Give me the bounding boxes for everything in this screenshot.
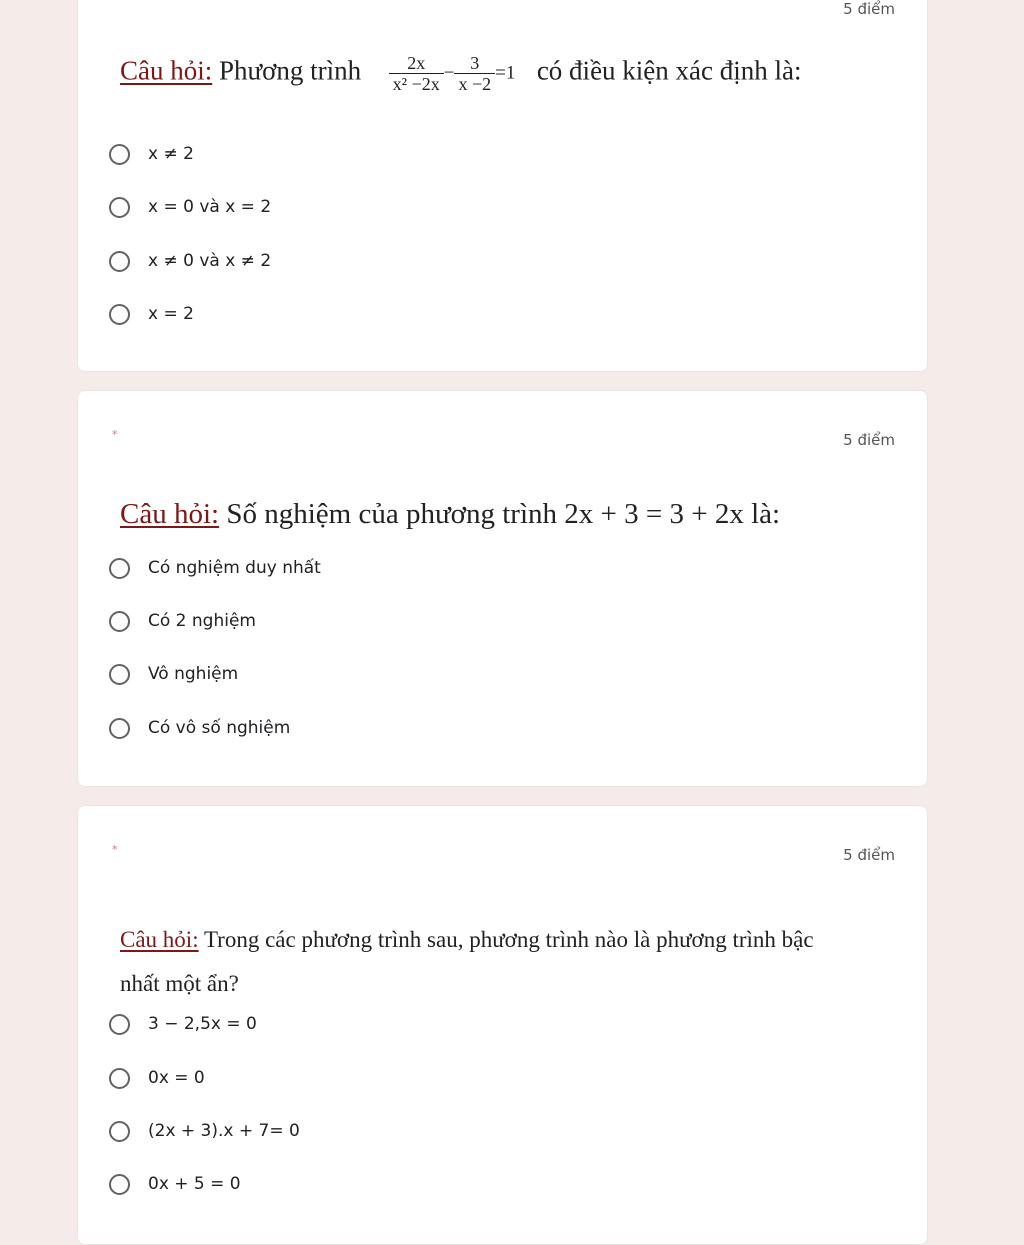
- option-label: x = 2: [148, 304, 194, 324]
- radio-button[interactable]: [109, 144, 130, 165]
- question-body-line2: nhất một ẩn?: [120, 971, 239, 996]
- answer-option-3[interactable]: [109, 247, 271, 275]
- option-label: Vô nghiệm: [148, 664, 239, 684]
- radio-button[interactable]: [109, 558, 130, 579]
- option-label: (2x + 3).x + 7= 0: [148, 1121, 300, 1141]
- answer-option-4[interactable]: [109, 714, 290, 742]
- option-label: Có nghiệm duy nhất: [148, 558, 321, 578]
- question-text: [120, 498, 780, 531]
- answer-option-2[interactable]: [109, 193, 271, 221]
- radio-button[interactable]: [109, 304, 130, 325]
- radio-button[interactable]: [109, 664, 130, 685]
- answer-option-1[interactable]: [109, 140, 194, 168]
- answer-option-2[interactable]: [109, 607, 256, 635]
- radio-button[interactable]: [109, 1174, 130, 1195]
- question-card-1: [77, 0, 928, 372]
- question-suffix: có điều kiện xác định là:: [536, 55, 802, 86]
- equation-rhs: =1: [495, 62, 516, 84]
- question-label: Câu hỏi:: [120, 927, 199, 952]
- answer-option-3[interactable]: [109, 660, 238, 688]
- question-card-3: [77, 805, 928, 1245]
- answer-option-1[interactable]: [109, 1010, 257, 1038]
- question-body: Số nghiệm của phương trình 2x + 3 = 3 + 2x là:: [226, 498, 781, 530]
- option-label: x = 0 và x = 2: [148, 197, 272, 217]
- radio-button[interactable]: [109, 718, 130, 739]
- question-label: Câu hỏi:: [120, 498, 220, 530]
- radio-button[interactable]: [109, 1121, 130, 1142]
- radio-button[interactable]: [109, 197, 130, 218]
- fraction-1: $\frac{2x}{\text{x² −2x}}$: [389, 53, 444, 94]
- question-line-1: [120, 918, 814, 962]
- option-label: x ≠ 2: [148, 144, 194, 164]
- answer-option-3[interactable]: [109, 1117, 300, 1145]
- points-label: 5 điểm: [843, 846, 895, 864]
- answer-option-4[interactable]: [109, 1170, 241, 1198]
- points-label: 5 điểm: [843, 431, 895, 449]
- answer-option-4[interactable]: [109, 300, 194, 328]
- question-text: [120, 53, 802, 94]
- radio-button[interactable]: [109, 1014, 130, 1035]
- radio-button[interactable]: [109, 611, 130, 632]
- option-label: x ≠ 0 và x ≠ 2: [148, 251, 272, 271]
- answer-option-1[interactable]: [109, 554, 321, 582]
- required-asterisk: *: [112, 843, 118, 856]
- option-label: Có 2 nghiệm: [148, 611, 256, 631]
- option-label: 0x + 5 = 0: [148, 1174, 241, 1194]
- question-prefix: Phương trình: [219, 55, 362, 86]
- radio-button[interactable]: [109, 251, 130, 272]
- answer-option-2[interactable]: [109, 1064, 205, 1092]
- option-label: 0x = 0: [148, 1068, 205, 1088]
- points-label: 5 điểm: [843, 0, 895, 18]
- question-card-2: [77, 390, 928, 787]
- option-label: 3 − 2,5x = 0: [148, 1014, 257, 1034]
- radio-button[interactable]: [109, 1068, 130, 1089]
- question-label: Câu hỏi:: [120, 55, 213, 86]
- question-body-line1: Trong các phương trình sau, phương trình nào là phương trình bậc: [203, 927, 814, 952]
- minus-sign: −: [443, 62, 455, 84]
- option-label: Có vô số nghiệm: [148, 718, 291, 738]
- fraction-2: $\frac{3}{x -2}$: [454, 53, 495, 94]
- question-text: [120, 918, 814, 1006]
- required-asterisk: *: [112, 428, 118, 441]
